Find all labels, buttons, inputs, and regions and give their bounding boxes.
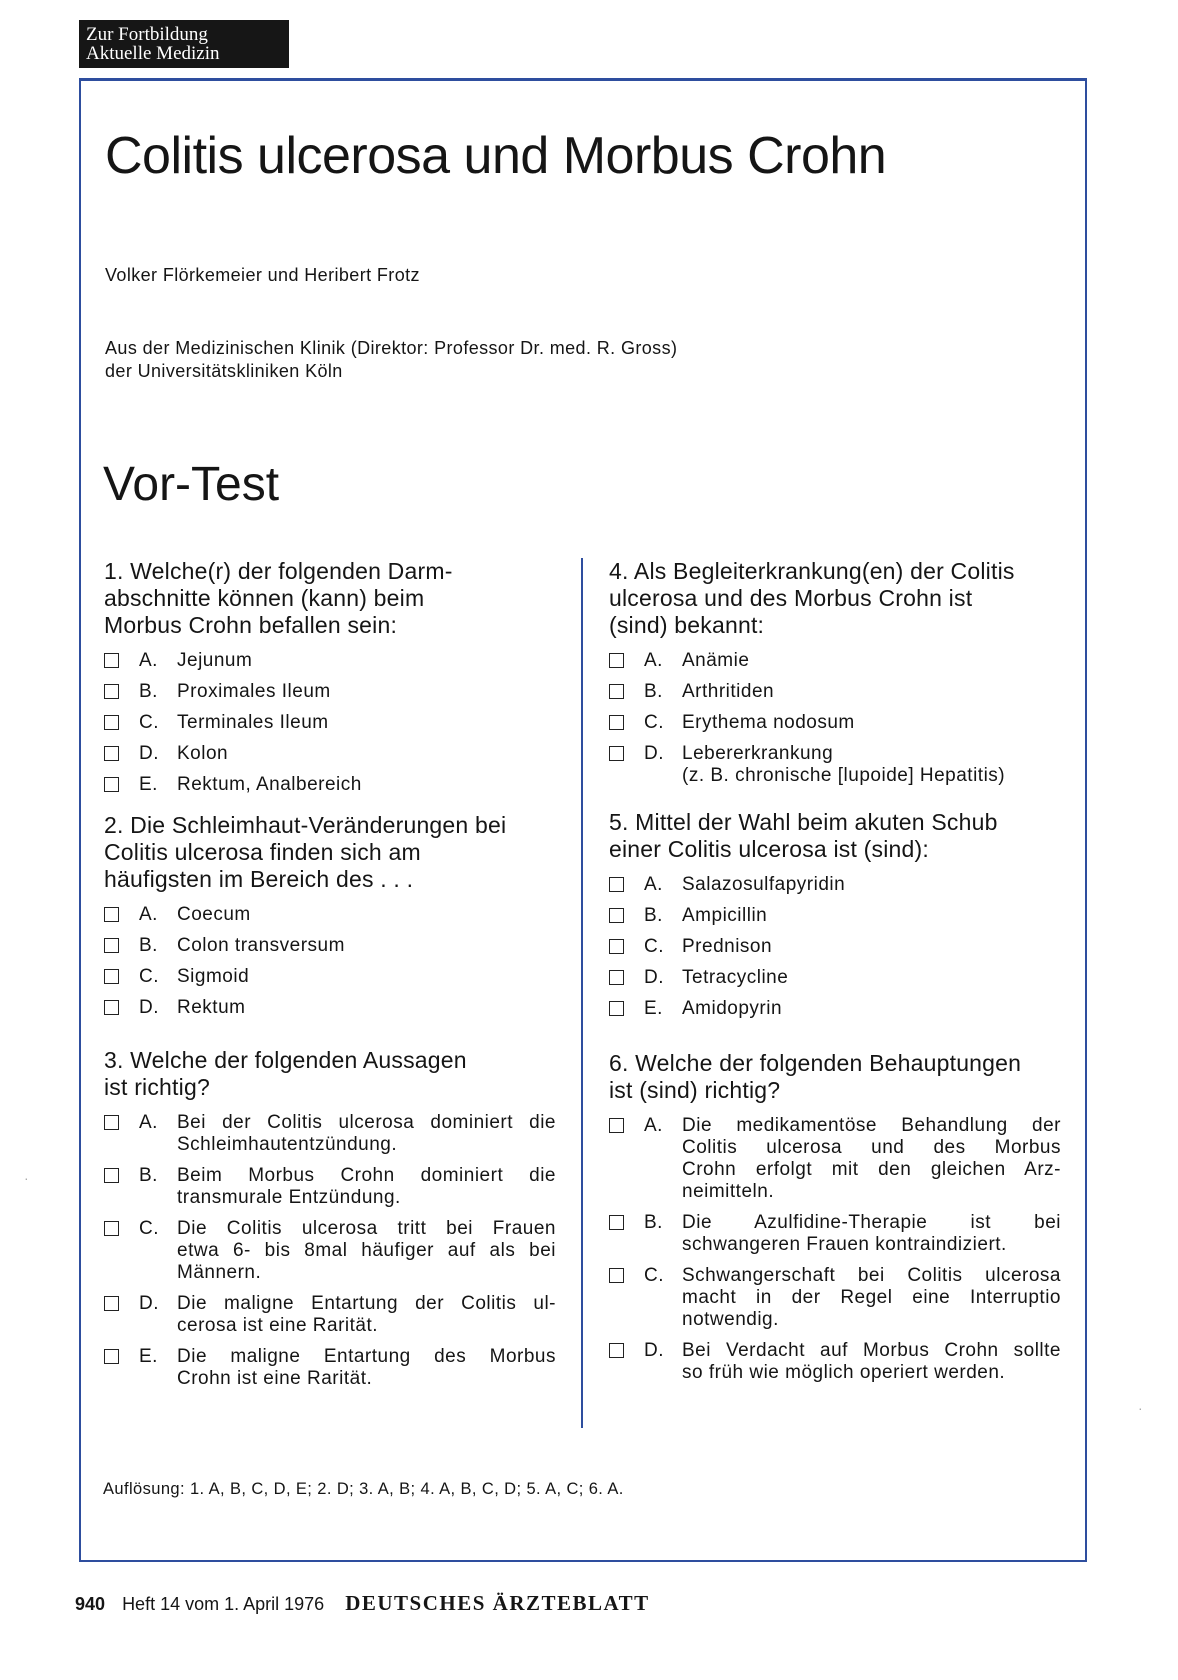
question-4	[609, 558, 1061, 787]
question-text-line: 4. Als Begleiterkrankung(en) der Colitis	[609, 558, 1015, 584]
question-text-line: häufigsten im Bereich des . . .	[104, 866, 414, 892]
question-text-line: ulcerosa und des Morbus Crohn ist	[609, 585, 973, 611]
option-text-line: etwa 6- bis 8mal häufiger auf als bei	[177, 1240, 556, 1261]
question-text-line: Colitis ulcerosa finden sich am	[104, 839, 421, 865]
option-text	[682, 1212, 1061, 1256]
page-number: 940	[75, 1594, 106, 1614]
answer-option	[609, 1265, 1061, 1331]
option-text-line: Die Azulfidine-Therapie ist bei	[682, 1212, 1061, 1233]
checkbox[interactable]	[104, 1168, 119, 1183]
option-text	[682, 967, 1061, 989]
option-text-line: Rektum, Analbereich	[177, 774, 362, 795]
checkbox[interactable]	[609, 1215, 624, 1230]
option-letter: E.	[644, 998, 663, 1019]
checkbox[interactable]	[104, 653, 119, 668]
answer-option	[609, 874, 1061, 896]
question-text	[104, 1047, 556, 1101]
option-text	[682, 998, 1061, 1020]
answer-option	[104, 1165, 556, 1209]
question-text-line: 3. Welche der folgenden Aussagen	[104, 1047, 467, 1073]
option-text	[682, 1265, 1061, 1331]
option-letter: D.	[139, 1293, 159, 1314]
question-text	[104, 558, 556, 639]
answer-option	[609, 967, 1061, 989]
checkbox[interactable]	[609, 684, 624, 699]
option-text-line: Lebererkrankung	[682, 743, 834, 764]
option-letter: A.	[644, 1115, 663, 1136]
checkbox[interactable]	[104, 1296, 119, 1311]
affiliation-line-1: Aus der Medizinischen Klinik (Direktor: Professor Dr. med. R. Gross)	[105, 338, 678, 358]
question-text-line: abschnitte können (kann) beim	[104, 585, 425, 611]
answer-option	[609, 712, 1061, 734]
column-divider	[581, 558, 583, 1428]
option-text	[177, 681, 556, 703]
question-column-left	[104, 558, 556, 1399]
option-text	[682, 743, 1061, 787]
option-letter: B.	[644, 1212, 663, 1233]
question-6	[609, 1050, 1061, 1384]
option-text-line: Crohn erfolgt mit den gleichen Arz-	[682, 1159, 1061, 1180]
answer-option	[609, 743, 1061, 787]
answer-option	[609, 936, 1061, 958]
answer-key: Auflösung: 1. A, B, C, D, E; 2. D; 3. A, B; 4. A, B, C, D; 5. A, C; 6. A.	[103, 1480, 624, 1498]
question-1	[104, 558, 556, 796]
option-text-line: Terminales Ileum	[177, 712, 329, 733]
option-text-line: Anämie	[682, 650, 750, 671]
option-letter: A.	[139, 1112, 158, 1133]
checkbox[interactable]	[104, 1000, 119, 1015]
question-text	[609, 558, 1061, 639]
option-text	[682, 936, 1061, 958]
affiliation	[105, 337, 677, 383]
checkbox[interactable]	[104, 746, 119, 761]
option-text-line: notwendig.	[682, 1309, 779, 1330]
option-letter: B.	[139, 681, 158, 702]
option-text	[682, 905, 1061, 927]
checkbox[interactable]	[104, 1349, 119, 1364]
option-text-line: Schleimhautentzündung.	[177, 1134, 398, 1155]
scan-speck: ·	[24, 1170, 29, 1186]
question-2	[104, 812, 556, 1019]
option-text-line: so früh wie möglich operiert werden.	[682, 1362, 1006, 1383]
answer-option	[104, 1293, 556, 1337]
option-text	[177, 1346, 556, 1390]
option-text-line: Proximales Ileum	[177, 681, 331, 702]
checkbox[interactable]	[609, 1343, 624, 1358]
answer-option	[104, 997, 556, 1019]
question-column-right	[609, 558, 1061, 1393]
option-text	[177, 774, 556, 796]
option-text-line: Die maligne Entartung der Colitis ul-	[177, 1293, 556, 1314]
affiliation-line-2: der Universitätskliniken Köln	[105, 361, 343, 381]
checkbox[interactable]	[609, 1268, 624, 1283]
checkbox[interactable]	[609, 877, 624, 892]
answer-options	[104, 650, 556, 796]
option-text-line: neimitteln.	[682, 1181, 775, 1202]
checkbox[interactable]	[104, 969, 119, 984]
question-text-line: einer Colitis ulcerosa ist (sind):	[609, 836, 929, 862]
answer-option	[104, 1346, 556, 1390]
answer-option	[104, 712, 556, 734]
option-text-line: Jejunum	[177, 650, 253, 671]
option-text	[177, 1293, 556, 1337]
option-text	[682, 712, 1061, 734]
answer-option	[104, 650, 556, 672]
option-letter: D.	[644, 743, 664, 764]
option-text-line: Arthritiden	[682, 681, 775, 702]
option-letter: C.	[644, 1265, 664, 1286]
option-text-line: transmurale Entzündung.	[177, 1187, 401, 1208]
journal-name: DEUTSCHES ÄRZTEBLATT	[345, 1591, 650, 1615]
option-letter: D.	[139, 743, 159, 764]
option-text-line: (z. B. chronische [lupoide] Hepatitis)	[682, 765, 1006, 786]
option-letter: A.	[139, 904, 158, 925]
option-letter: E.	[139, 774, 158, 795]
option-text-line: Colon transversum	[177, 935, 345, 956]
checkbox[interactable]	[104, 907, 119, 922]
question-text-line: ist richtig?	[104, 1074, 210, 1100]
answer-option	[609, 1115, 1061, 1203]
answer-option	[104, 966, 556, 988]
option-text	[177, 743, 556, 765]
answer-option	[609, 681, 1061, 703]
option-letter: C.	[139, 1218, 159, 1239]
option-text-line: Die medikamentöse Behandlung der	[682, 1115, 1061, 1136]
footer	[75, 1591, 650, 1616]
checkbox[interactable]	[609, 1118, 624, 1133]
option-letter: C.	[644, 712, 664, 733]
checkbox[interactable]	[609, 1001, 624, 1016]
answer-option	[104, 743, 556, 765]
option-letter: B.	[139, 1165, 158, 1186]
answer-option	[609, 1212, 1061, 1256]
answer-option	[609, 905, 1061, 927]
answer-options	[104, 904, 556, 1019]
article-title: Colitis ulcerosa und Morbus Crohn	[105, 127, 887, 185]
option-letter: C.	[139, 966, 159, 987]
question-text-line: Morbus Crohn befallen sein:	[104, 612, 398, 638]
option-text	[177, 650, 556, 672]
checkbox[interactable]	[104, 938, 119, 953]
section-tag	[79, 20, 289, 68]
option-text	[177, 1218, 556, 1284]
question-text-line: 5. Mittel der Wahl beim akuten Schub	[609, 809, 998, 835]
question-text	[104, 812, 556, 893]
option-text	[177, 904, 556, 926]
option-text-line: Salazosulfapyridin	[682, 874, 846, 895]
option-text	[177, 997, 556, 1019]
option-text-line: Tetracycline	[682, 967, 789, 988]
option-letter: E.	[139, 1346, 158, 1367]
option-letter: D.	[139, 997, 159, 1018]
answer-option	[104, 681, 556, 703]
option-text	[682, 1340, 1061, 1384]
option-text	[177, 712, 556, 734]
option-text-line: cerosa ist eine Rarität.	[177, 1315, 379, 1336]
answer-options	[104, 1112, 556, 1390]
option-text-line: schwangeren Frauen kontraindiziert.	[682, 1234, 1007, 1255]
issue-info: Heft 14 vom 1. April 1976	[122, 1594, 325, 1614]
answer-option	[609, 998, 1061, 1020]
option-letter: C.	[644, 936, 664, 957]
option-letter: A.	[644, 650, 663, 671]
option-text-line: Colitis ulcerosa und des Morbus	[682, 1137, 1061, 1158]
answer-option	[104, 904, 556, 926]
option-letter: A.	[644, 874, 663, 895]
question-text-line: (sind) bekannt:	[609, 612, 765, 638]
question-text-line: 2. Die Schleimhaut-Veränderungen bei	[104, 812, 507, 838]
section-tag-line-2: Aktuelle Medizin	[86, 43, 220, 64]
answer-option	[104, 774, 556, 796]
question-text	[609, 809, 1061, 863]
option-text-line: Rektum	[177, 997, 246, 1018]
option-text-line: Amidopyrin	[682, 998, 783, 1019]
answer-option	[104, 935, 556, 957]
option-text-line: Sigmoid	[177, 966, 250, 987]
question-5	[609, 809, 1061, 1020]
option-text	[682, 650, 1061, 672]
option-letter: B.	[644, 905, 663, 926]
test-heading: Vor-Test	[103, 458, 280, 511]
option-letter: A.	[139, 650, 158, 671]
option-text	[177, 1112, 556, 1156]
checkbox[interactable]	[609, 939, 624, 954]
option-text-line: Schwangerschaft bei Colitis ulcerosa	[682, 1265, 1061, 1286]
option-text-line: Ampicillin	[682, 905, 768, 926]
question-text-line: 6. Welche der folgenden Behauptungen	[609, 1050, 1022, 1076]
option-text-line: Crohn ist eine Rarität.	[177, 1368, 373, 1389]
answer-option	[609, 650, 1061, 672]
option-letter: D.	[644, 1340, 664, 1361]
checkbox[interactable]	[104, 1115, 119, 1130]
option-text	[177, 1165, 556, 1209]
checkbox[interactable]	[104, 715, 119, 730]
option-text	[177, 935, 556, 957]
question-text-line: 1. Welche(r) der folgenden Darm-	[104, 558, 453, 584]
option-text-line: Die Colitis ulcerosa tritt bei Frauen	[177, 1218, 556, 1239]
option-text-line: Coecum	[177, 904, 251, 925]
option-text-line: Männern.	[177, 1262, 262, 1283]
checkbox[interactable]	[104, 684, 119, 699]
option-text	[682, 874, 1061, 896]
option-text	[682, 681, 1061, 703]
option-text-line: Prednison	[682, 936, 773, 957]
answer-option	[104, 1112, 556, 1156]
checkbox[interactable]	[104, 1221, 119, 1236]
option-text	[177, 966, 556, 988]
checkbox[interactable]	[609, 746, 624, 761]
option-letter: B.	[644, 681, 663, 702]
section-tag-line-1: Zur Fortbildung	[86, 24, 208, 45]
authors: Volker Flörkemeier und Heribert Frotz	[105, 265, 420, 285]
answer-options	[609, 1115, 1061, 1384]
option-text-line: macht in der Regel eine Interruptio	[682, 1287, 1061, 1308]
option-text-line: Bei der Colitis ulcerosa dominiert die	[177, 1112, 556, 1133]
question-text-line: ist (sind) richtig?	[609, 1077, 781, 1103]
question-text	[609, 1050, 1061, 1104]
checkbox[interactable]	[609, 970, 624, 985]
question-3	[104, 1047, 556, 1390]
checkbox[interactable]	[609, 715, 624, 730]
answer-option	[609, 1340, 1061, 1384]
option-text-line: Kolon	[177, 743, 229, 764]
checkbox[interactable]	[609, 653, 624, 668]
option-letter: B.	[139, 935, 158, 956]
answer-option	[104, 1218, 556, 1284]
option-letter: D.	[644, 967, 664, 988]
option-letter: C.	[139, 712, 159, 733]
option-text-line: Bei Verdacht auf Morbus Crohn sollte	[682, 1340, 1061, 1361]
answer-options	[609, 874, 1061, 1020]
option-text-line: Beim Morbus Crohn dominiert die	[177, 1165, 556, 1186]
answer-options	[609, 650, 1061, 787]
checkbox[interactable]	[104, 777, 119, 792]
checkbox[interactable]	[609, 908, 624, 923]
option-text-line: Die maligne Entartung des Morbus	[177, 1346, 556, 1367]
option-text-line: Erythema nodosum	[682, 712, 855, 733]
option-text	[682, 1115, 1061, 1203]
scan-speck: ·	[1138, 1400, 1143, 1416]
